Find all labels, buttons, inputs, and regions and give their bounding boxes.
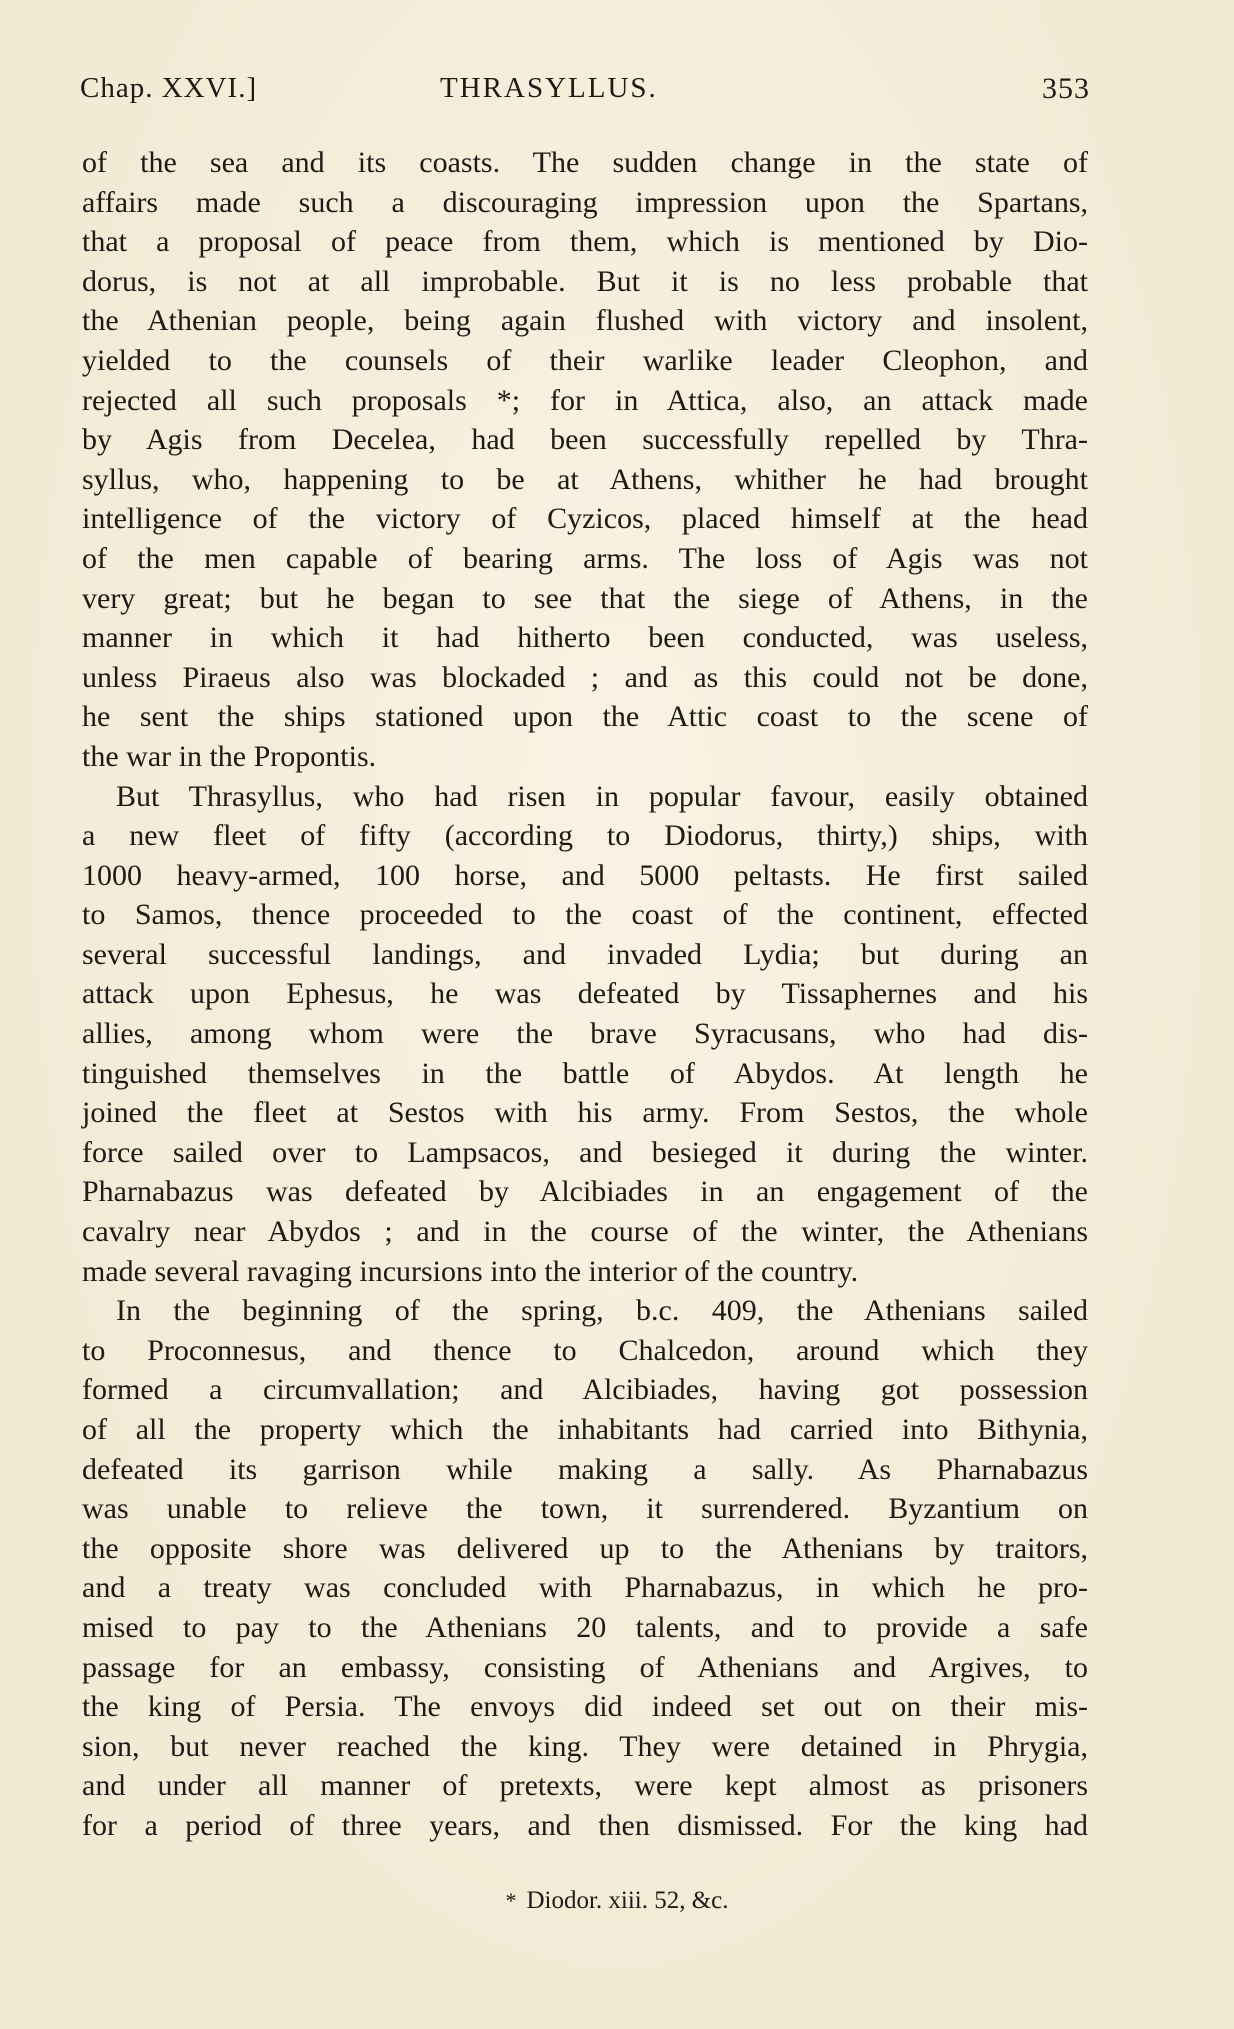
text-line: a new fleet of fifty (according to Diodorus, thirty,) ships, with <box>82 819 1088 853</box>
text-line: attack upon Ephesus, he was defeated by Tissaphernes and his <box>82 977 1088 1011</box>
text-line: But Thrasyllus, who had risen in popular favour, easily obtained <box>116 779 1088 813</box>
text-line: very great; but he began to see that the siege of Athens, in the <box>82 581 1088 615</box>
paragraph <box>82 777 1088 1292</box>
running-title: THRASYLLUS. <box>440 72 658 104</box>
page-number: 353 <box>1042 72 1090 105</box>
text-line: manner in which it had hitherto been conducted, was useless, <box>82 621 1088 655</box>
text-line: unless Piraeus also was blockaded ; and as this could not be done, <box>82 660 1088 694</box>
text-line: yielded to the counsels of their warlike leader Cleophon, and <box>82 343 1088 377</box>
text-line: the war in the Propontis. <box>82 739 377 773</box>
text-line: and under all manner of pretexts, were kept almost as prisoners <box>82 1769 1088 1803</box>
text-line: that a proposal of peace from them, which is mentioned by Dio- <box>82 225 1088 259</box>
text-line: formed a circumvallation; and Alcibiades, having got possession <box>82 1373 1088 1407</box>
text-line: syllus, who, happening to be at Athens, whither he had brought <box>82 462 1088 496</box>
text-line: made several ravaging incursions into the interior of the country. <box>82 1254 859 1288</box>
text-line: the opposite shore was delivered up to the Athenians by traitors, <box>82 1531 1088 1565</box>
text-line: affairs made such a discouraging impression upon the Spartans, <box>82 185 1088 219</box>
text-line: intelligence of the victory of Cyzicos, placed himself at the head <box>82 502 1088 536</box>
text-line: to Samos, thence proceeded to the coast of the continent, effected <box>82 898 1088 932</box>
text-line: rejected all such proposals *; for in Attica, also, an attack made <box>82 383 1088 417</box>
body-text <box>82 143 1088 1846</box>
paragraph <box>82 1291 1088 1845</box>
text-line: dorus, is not at all improbable. But it is no less probable that <box>82 264 1088 298</box>
text-line: defeated its garrison while making a sally. As Pharnabazus <box>82 1452 1088 1486</box>
text-line: of the men capable of bearing arms. The loss of Agis was not <box>82 541 1088 575</box>
footnote-marker: * <box>505 1888 517 1913</box>
text-line: 1000 heavy-armed, 100 horse, and 5000 peltasts. He first sailed <box>82 858 1088 892</box>
text-line: In the beginning of the spring, b.c. 409, the Athenians sailed <box>116 1294 1088 1328</box>
running-header <box>80 72 1090 112</box>
text-line: passage for an embassy, consisting of Athenians and Argives, to <box>82 1650 1088 1684</box>
text-line: was unable to relieve the town, it surrendered. Byzantium on <box>82 1492 1088 1526</box>
footnote <box>0 1887 1234 1915</box>
text-line: cavalry near Abydos ; and in the course of the winter, the Athenians <box>82 1215 1088 1249</box>
text-line: for a period of three years, and then dismissed. For the king had <box>82 1808 1088 1842</box>
chapter-label: Chap. XXVI.] <box>80 72 258 104</box>
text-line: allies, among whom were the brave Syracusans, who had dis- <box>82 1017 1088 1051</box>
text-line: of all the property which the inhabitants had carried into Bithynia, <box>82 1413 1088 1446</box>
text-line: force sailed over to Lampsacos, and besieged it during the winter. <box>82 1135 1088 1169</box>
text-line: Pharnabazus was defeated by Alcibiades in an engagement of the <box>82 1175 1088 1209</box>
text-line: and a treaty was concluded with Pharnabazus, in which he pro- <box>82 1571 1088 1605</box>
text-line: the king of Persia. The envoys did indeed set out on their mis- <box>82 1690 1088 1724</box>
text-line: of the sea and its coasts. The sudden change in the state of <box>82 146 1088 179</box>
text-line: he sent the ships stationed upon the Attic coast to the scene of <box>82 700 1088 734</box>
text-line: the Athenian people, being again flushed with victory and insolent, <box>82 304 1088 338</box>
footnote-text: Diodor. xiii. 52, &c. <box>526 1887 729 1914</box>
text-line: tinguished themselves in the battle of Abydos. At length he <box>82 1056 1088 1090</box>
paragraph <box>82 143 1088 777</box>
text-line: mised to pay to the Athenians 20 talents, and to provide a safe <box>82 1610 1088 1644</box>
text-line: joined the fleet at Sestos with his army. From Sestos, the whole <box>82 1096 1088 1130</box>
text-line: several successful landings, and invaded Lydia; but during an <box>82 937 1088 971</box>
text-line: sion, but never reached the king. They were detained in Phrygia, <box>82 1729 1088 1763</box>
text-line: to Proconnesus, and thence to Chalcedon, around which they <box>82 1333 1088 1367</box>
text-line: by Agis from Decelea, had been successfully repelled by Thra- <box>82 423 1088 457</box>
